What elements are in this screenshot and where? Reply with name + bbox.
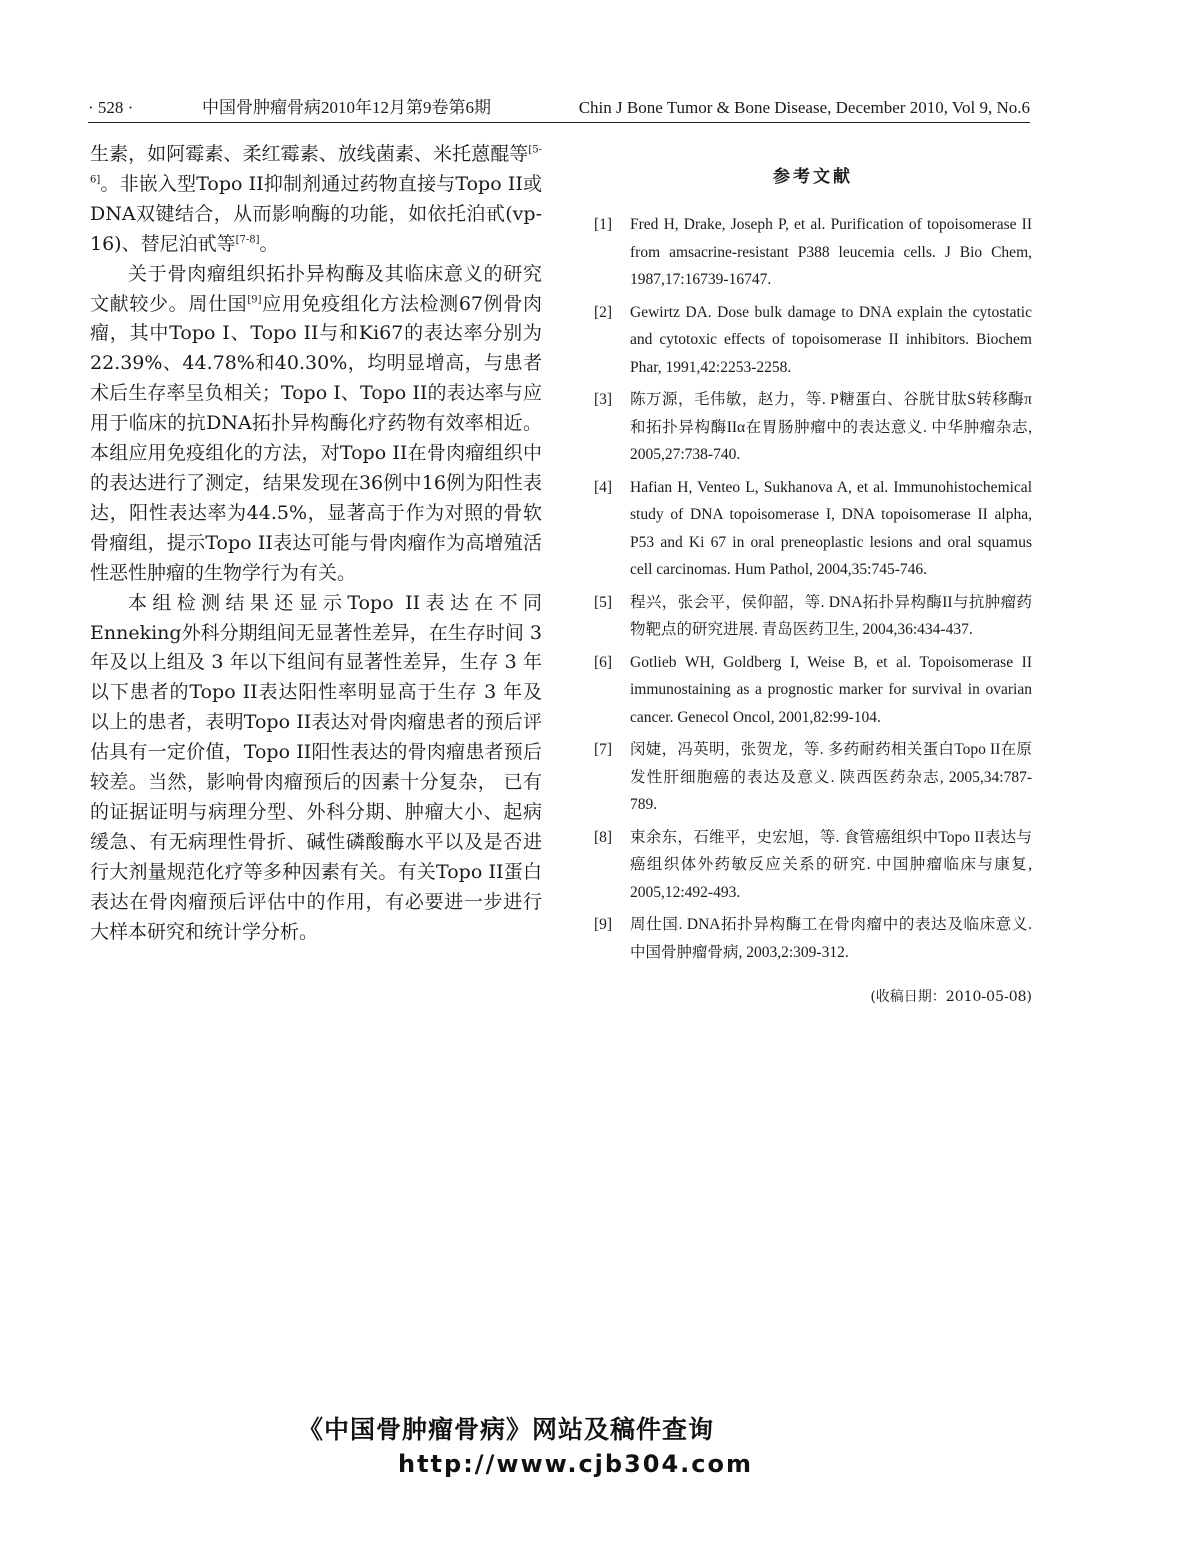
journal-title-cn: 中国骨肿瘤骨病2010年12月第9卷第6期 (202, 98, 491, 117)
reference-number: [6] (594, 653, 613, 671)
reference-text: 闵婕，冯英明，张贺龙，等. 多药耐药相关蛋白Topo II在原发性肝细胞癌的表达及意义. 陕西医药杂志, 2005,34:787-789. (630, 741, 1032, 813)
reference-text: Fred H, Drake, Joseph P, et al. Purification of topoisomerase II from amsacrine-resistant P388 leucemia cells. J Bio Chem, 1987,17:16739-16747. (630, 216, 1032, 288)
received-date: (收稿日期：2010-05-08) (870, 989, 1032, 1005)
reference-number: [5] (594, 593, 613, 611)
para1-text-b: 。非嵌入型Topo II抑制剂通过药物直接与Topo II或DNA双键结合，从而影响酶的功能，如依托泊甙(vp-16)、替尼泊甙等 (90, 172, 542, 255)
journal-title-en: Chin J Bone Tumor & Bone Disease, December 2010, Vol 9, No.6 (578, 98, 1030, 117)
footer-url: http://www.cjb304.com (398, 1450, 754, 1478)
footer-website-title: 《中国骨肿瘤骨病》网站及稿件查询 (298, 1415, 715, 1444)
paragraph-1 (90, 140, 542, 260)
reference-number: [8] (594, 828, 613, 846)
reference-text: Gotlieb WH, Goldberg I, Weise B, et al. Topoisomerase II immunostaining as a prognostic marker for survival in ovarian cancer. Genecol Oncol, 2001,82:99-104. (630, 653, 1032, 726)
para2-text-b: 应用免疫组化方法检测67例骨肉瘤，其中Topo I、Topo II与和Ki67的表达率分别为22.39%、44.78%和40.30%，均明显增高，与患者术后生存率呈负相关；Topo I、Topo II的表达率与应用于临床的抗DNA拓扑异构酶化疗药物有效率相近。本组应用免疫组化的方法，对Topo II在骨肉瘤组织中的表达进行了测定，结果发现在36例中16例为阳性表达，阳性表达率为44.5%，显著高于作为对照的骨软骨瘤组，提示Topo II表达可能与骨肉瘤作为高增殖活性恶性肿瘤的生物学行为有关。 (90, 292, 542, 584)
reference-text: Gewirtz DA. Dose bulk damage to DNA explain the cytostatic and cytotoxic effects of topoisomerase II inhibitors. Biochem Phar, 1991,42:2253-2258. (630, 303, 1032, 376)
running-header (88, 96, 1030, 123)
reference-item (594, 299, 1032, 382)
paragraph-3: 本组检测结果还显示Topo II表达在不同Enneking外科分期组间无显著性差异，在生存时间 3 年及以上组及 3 年以下组间有显著性差异，生存 3 年以下患者的Topo II表达阳性率明显高于生存 3 年及以上的患者，表明Topo II表达对骨肉瘤患者的预后评估具有一定价值，Topo II阳性表达的骨肉瘤患者预后较差。当然，影响骨肉瘤预后的因素十分复杂， 已有的证据证明与病理分型、外科分期、肿瘤大小、起病缓急、有无病理性骨折、碱性磷酸酶水平以及是否进行大剂量规范化疗等多种因素有关。有关Topo II蛋白表达在骨肉瘤预后评估中的作用，有必要进一步进行大样本研究和统计学分析。 (90, 591, 542, 943)
reference-item (594, 736, 1032, 819)
reference-text: 陈万源，毛伟敏，赵力，等. P糖蛋白、谷胱甘肽S转移酶π和拓扑异构酶IIα在胃肠肿瘤中的表达意义. 中华肿瘤杂志, 2005,27:738-740. (630, 391, 1032, 463)
para2-text-a: 关于骨肉瘤组织拓扑异构酶及其临床意义的研究文献较少。周仕国 (90, 262, 542, 315)
citation-5-6: [5-6] (90, 144, 542, 186)
left-column (90, 140, 542, 947)
reference-text: 程兴，张会平，侯仰韶，等. DNA拓扑异构酶II与抗肿瘤药物靶点的研究进展. 青岛医药卫生, 2004,36:434-437. (630, 593, 1032, 638)
reference-item (594, 824, 1032, 907)
reference-item (594, 474, 1032, 584)
reference-text: 周仕国. DNA拓扑异构酶工在骨肉瘤中的表达及临床意义. 中国骨肿瘤骨病, 2003,2:309-312. (630, 916, 1032, 961)
citation-7-8: [7-8] (235, 234, 260, 246)
para1-text-a: 生素，如阿霉素、柔红霉素、放线菌素、米托蒽醌等 (90, 143, 529, 165)
reference-item (594, 589, 1032, 644)
reference-number: [9] (594, 916, 613, 933)
paragraph-2 (90, 260, 542, 589)
reference-number: [4] (594, 478, 613, 496)
reference-text: 束余东，石维平，史宏旭，等. 食管癌组织中Topo II表达与癌组织体外药敏反应关系的研究. 中国肿瘤临床与康复, 2005,12:492-493. (630, 828, 1032, 901)
reference-item (594, 649, 1032, 732)
references-section (594, 162, 1032, 1006)
reference-text: Hafian H, Venteo L, Sukhanova A, et al. Immunohistochemical study of DNA topoisomerase I, DNA topoisomerase II alpha, P53 and Ki 67 in oral preneoplastic lesions and oral squamus cell carcinomas. Hum Pathol, 2004,35:745-746. (630, 478, 1032, 578)
reference-item (594, 211, 1032, 294)
reference-item (594, 386, 1032, 469)
reference-number: [7] (594, 741, 613, 758)
reference-item (594, 911, 1032, 966)
page-number: · 528 · (88, 98, 134, 117)
reference-number: [3] (594, 391, 613, 408)
reference-number: [1] (594, 216, 613, 233)
references-heading: 参考文献 (773, 167, 853, 187)
reference-number: [2] (594, 303, 613, 321)
citation-9: [9] (247, 294, 262, 306)
para1-text-c: 。 (259, 232, 279, 255)
